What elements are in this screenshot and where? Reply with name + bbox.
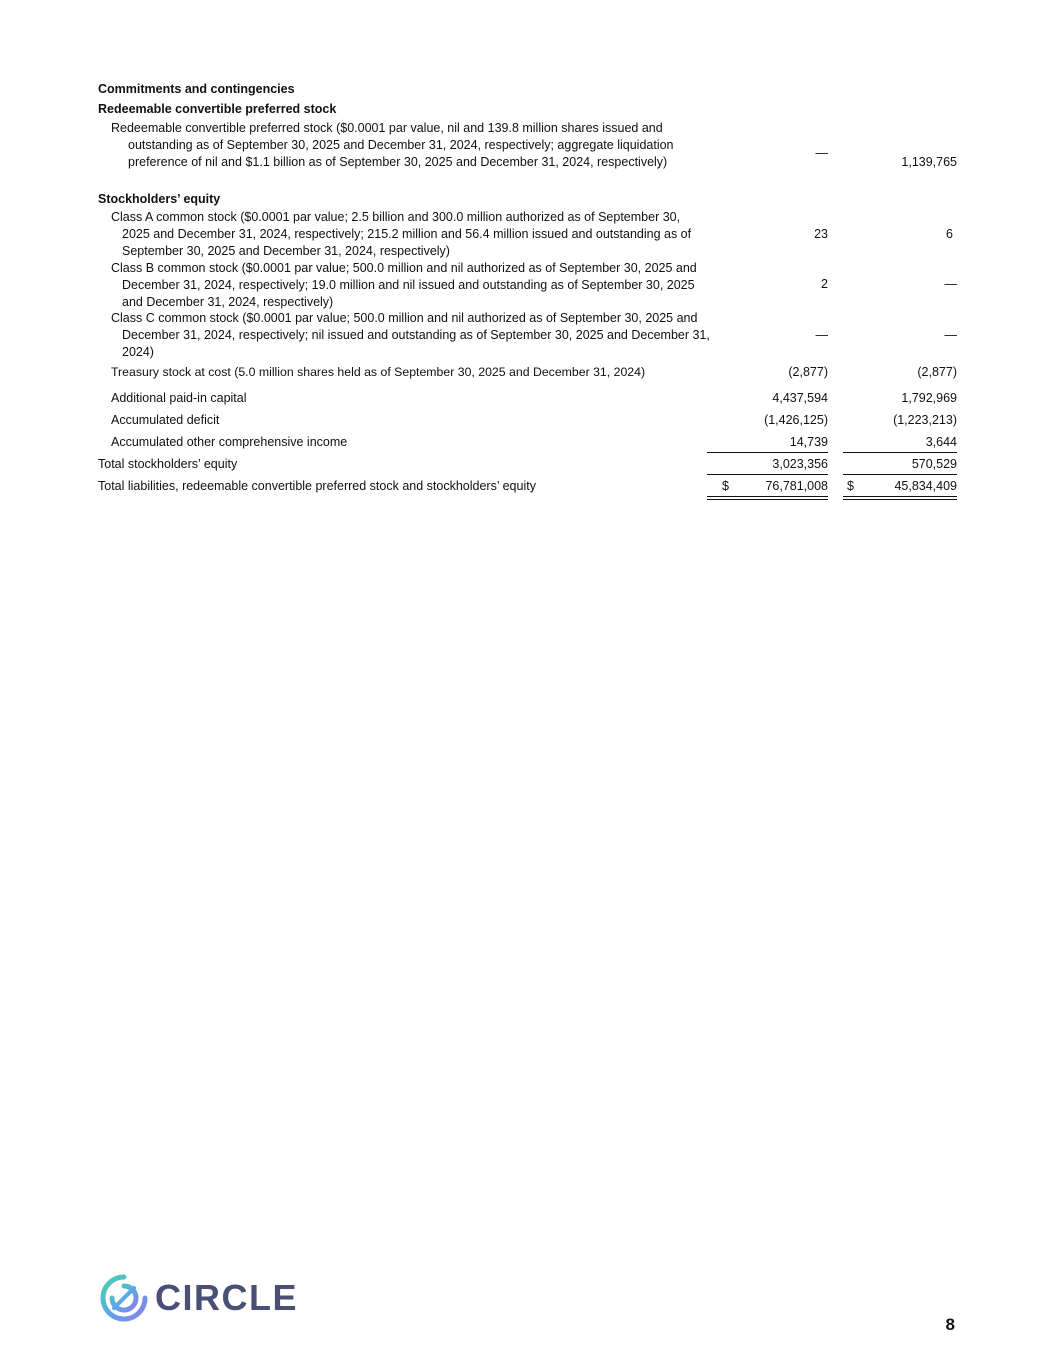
value-2025: 14,739 bbox=[789, 435, 828, 449]
double-rule bbox=[843, 499, 957, 500]
row-label: Additional paid-in capital bbox=[111, 391, 247, 405]
row-label: Stockholders’ equity bbox=[98, 192, 221, 206]
row-label: Redeemable convertible preferred stock bbox=[98, 102, 337, 116]
value-2025: 76,781,008 bbox=[765, 479, 828, 493]
value-2025: 4,437,594 bbox=[772, 391, 828, 405]
value-2024: 6 bbox=[946, 227, 953, 241]
value-2024: — bbox=[944, 328, 957, 342]
row-label: Total stockholders’ equity bbox=[98, 457, 238, 471]
value-2025: 2 bbox=[821, 277, 828, 291]
value-2024: 570,529 bbox=[911, 457, 957, 471]
row-label: Total liabilities, redeemable convertible preferred stock and stockholders’ equity bbox=[98, 479, 536, 493]
value-2024: — bbox=[944, 277, 957, 291]
currency-symbol: $ bbox=[847, 479, 854, 493]
value-2024: 1,792,969 bbox=[901, 391, 957, 405]
row-label: Redeemable convertible preferred stock ($0.0001 par value, nil and 139.8 million shares issued and outstanding as of September 30, 2025 and December 31, 2024, respectively; aggregate liquidation preference of nil and $1.1 billion as of September 30, 2025 and December 31, 2024, respectively) bbox=[111, 121, 674, 169]
row-label: Treasury stock at cost (5.0 million shares held as of September 30, 2025 and December 31, 2024) bbox=[111, 365, 646, 379]
circle-logo bbox=[100, 1274, 298, 1324]
brand-name: CIRCLE bbox=[155, 1277, 298, 1318]
value-2025: 23 bbox=[814, 227, 828, 241]
value-2024: (2,877) bbox=[917, 365, 957, 379]
value-2025: — bbox=[815, 146, 828, 160]
subtotal-rule bbox=[843, 452, 957, 453]
row-label: Commitments and contingencies bbox=[98, 82, 295, 96]
value-2025: (1,426,125) bbox=[764, 413, 828, 427]
subtotal-rule bbox=[707, 452, 828, 453]
currency-symbol: $ bbox=[722, 479, 729, 493]
double-rule bbox=[707, 496, 828, 497]
double-rule bbox=[843, 496, 957, 497]
row-label: Class A common stock ($0.0001 par value; 2.5 billion and 300.0 million authorized as of September 30, 2025 and December 31, 2024, respectively; 215.2 million and 56.4 million issued and outstanding as of September 30, 2025 and December 31, 2024, respectively) bbox=[111, 210, 692, 258]
value-2024: 3,644 bbox=[925, 435, 957, 449]
row-label: Accumulated other comprehensive income bbox=[111, 435, 348, 449]
double-rule bbox=[707, 499, 828, 500]
row-label: Class C common stock ($0.0001 par value; 500.0 million and nil authorized as of September 30, 2025 and December 31, 2024, respectively; nil issued and outstanding as of September 30, 2025 and December 31, 2024) bbox=[111, 311, 710, 359]
value-2024: 1,139,765 bbox=[901, 155, 957, 169]
value-2025: (2,877) bbox=[788, 365, 828, 379]
value-2025: — bbox=[815, 328, 828, 342]
value-2025: 3,023,356 bbox=[772, 457, 828, 471]
total-rule bbox=[707, 474, 828, 475]
circle-logo-icon bbox=[100, 1274, 148, 1322]
page-number: 8 bbox=[945, 1315, 955, 1334]
value-2024: 45,834,409 bbox=[894, 479, 957, 493]
row-label: Accumulated deficit bbox=[111, 413, 220, 427]
value-2024: (1,223,213) bbox=[893, 413, 957, 427]
total-rule bbox=[843, 474, 957, 475]
row-label: Class B common stock ($0.0001 par value; 500.0 million and nil authorized as of September 30, 2025 and December 31, 2024, respectively; 19.0 million and nil issued and outstanding as of September 30, 2025 and December 31, 2024, respectively) bbox=[111, 261, 697, 309]
